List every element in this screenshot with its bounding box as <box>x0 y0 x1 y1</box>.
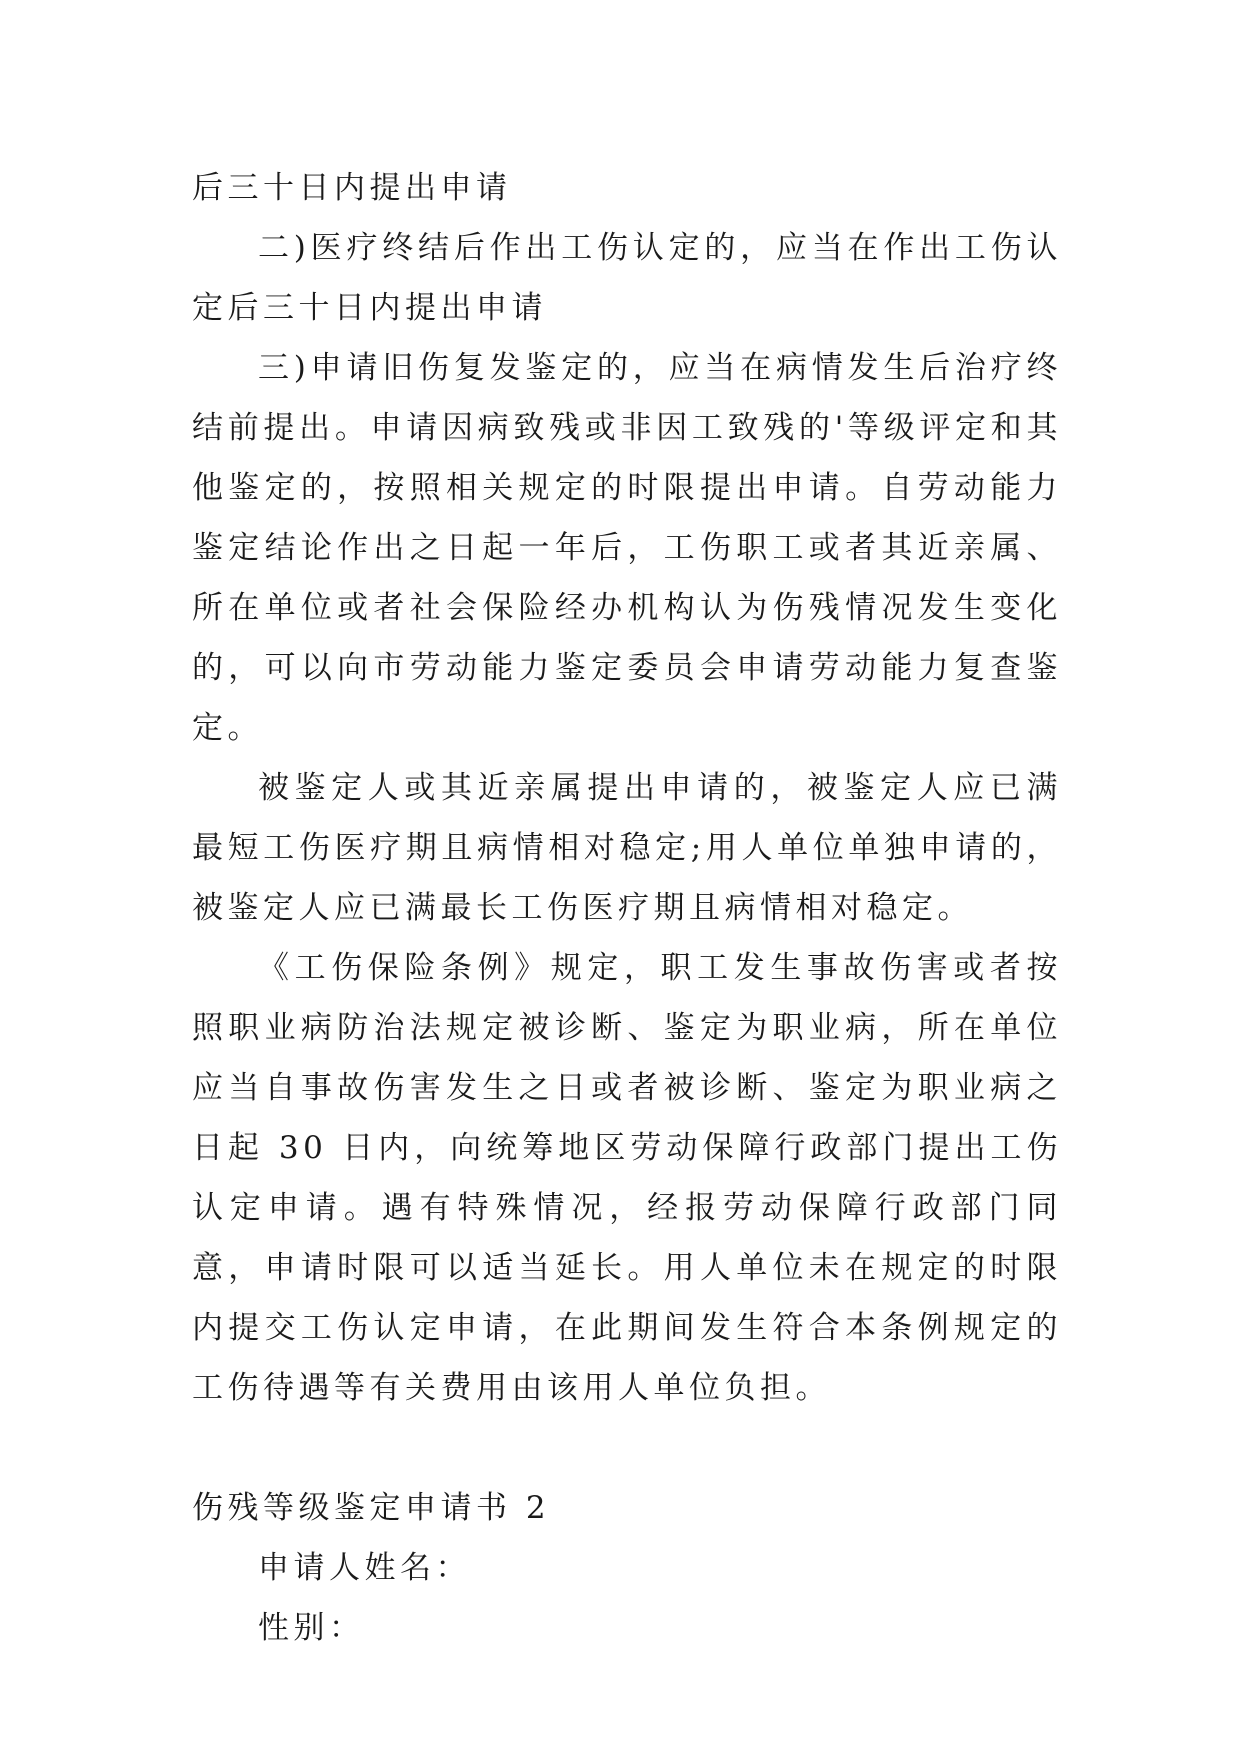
paragraph: 二)医疗终结后作出工伤认定的，应当在作出工伤认定后三十日内提出申请 <box>192 230 1062 326</box>
section-title: 伤残等级鉴定申请书 2 <box>192 1490 551 1526</box>
form-field-name-label: 申请人姓名： <box>258 1550 471 1586</box>
paragraph: 《工伤保险条例》规定，职工发生事故伤害或者按照职业病防治法规定被诊断、鉴定为职业病，所在单位应当自事故伤害发生之日或者被诊断、鉴定为职业病之日起 30 日内，向统筹地区劳动保障行政部门提出工伤认定申请。遇有特殊情况，经报劳动保障行政部门同意，申请时限可以适当延长。用人单位未在规定的时限内提交工伤认定申请，在此期间发生符合本条例规定的工伤待遇等有关费用由该用人单位负担。 <box>192 950 1062 1406</box>
document-body <box>192 158 1062 1658</box>
form-field-gender-label: 性别： <box>258 1610 365 1646</box>
paragraph: 三)申请旧伤复发鉴定的，应当在病情发生后治疗终结前提出。申请因病致残或非因工致残的'等级评定和其他鉴定的，按照相关规定的时限提出申请。自劳动能力鉴定结论作出之日起一年后，工伤职工或者其近亲属、所在单位或者社会保险经办机构认为伤残情况发生变化的，可以向市劳动能力鉴定委员会申请劳动能力复查鉴定。 <box>192 350 1062 746</box>
paragraph: 被鉴定人或其近亲属提出申请的，被鉴定人应已满最短工伤医疗期且病情相对稳定;用人单位单独申请的，被鉴定人应已满最长工伤医疗期且病情相对稳定。 <box>192 770 1062 926</box>
paragraph: 后三十日内提出申请 <box>192 170 512 206</box>
